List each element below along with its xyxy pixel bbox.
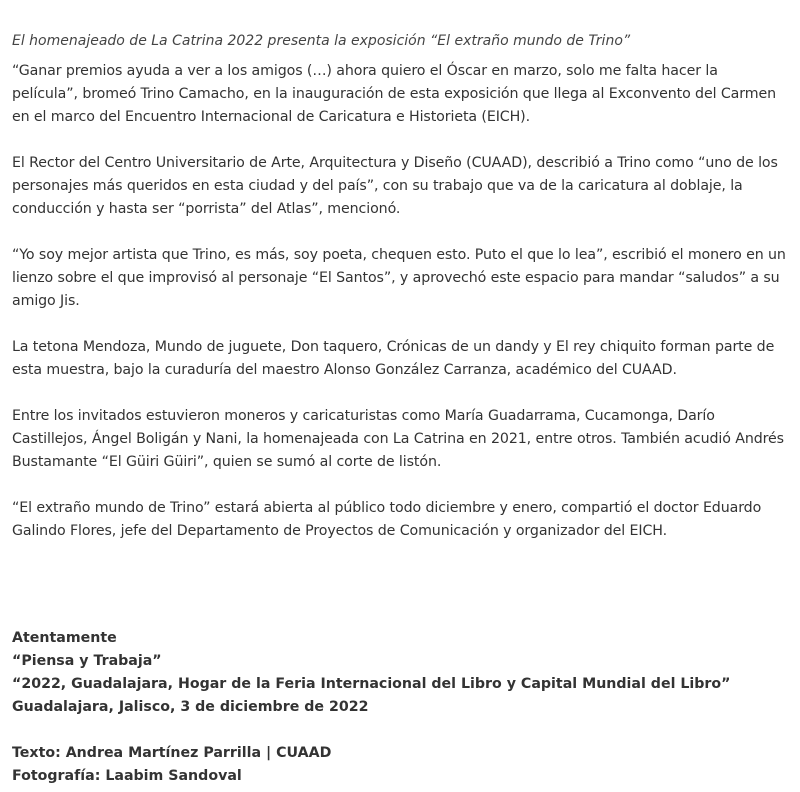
- article-paragraph: Entre los invitados estuvieron moneros y caricaturistas como María Guadarrama, Cucamonga, Darío Castillejos, Ángel Boligán y Nani, la homenajeada con La Catrina en 2021, entre otros. También acudió Andrés Bustamante “El Güiri Güiri”, quien se sumó al corte de listón.: [12, 408, 784, 470]
- article-paragraph: El Rector del Centro Universitario de Arte, Arquitectura y Diseño (CUAAD), describió a Trino como “uno de los personajes más queridos en esta ciudad y del país”, con su trabajo que va de la caricatura al doblaje, la conducción y hasta ser “porrista” del Atlas”, mencionó.: [12, 155, 778, 217]
- signature-place-date: Guadalajara, Jalisco, 3 de diciembre de 2022: [12, 699, 369, 715]
- article-paragraph: “Yo soy mejor artista que Trino, es más, soy poeta, chequen esto. Puto el que lo lea”, escribió el monero en un lienzo sobre el que improvisó al personaje “El Santos”, y aprovechó este espacio para mandar “saludos” a su amigo Jis.: [12, 247, 786, 309]
- article-paragraph: “Ganar premios ayuda a ver a los amigos (…) ahora quiero el Óscar en marzo, solo me falta hacer la película”, bromeó Trino Camacho, en la inauguración de esta exposición que llega al Exconvento del Carmen en el marco del Encuentro Internacional de Caricatura e Historieta (EICH).: [12, 63, 776, 125]
- article-paragraph: “El extraño mundo de Trino” estará abierta al público todo diciembre y enero, compartió el doctor Eduardo Galindo Flores, jefe del Departamento de Proyectos de Comunicación y organizador del EICH.: [12, 500, 762, 539]
- credits-block: [12, 742, 788, 788]
- article-lead: El homenajeado de La Catrina 2022 presenta la exposición “El extraño mundo de Trino”: [12, 33, 631, 49]
- article-paragraph: La tetona Mendoza, Mundo de juguete, Don taquero, Crónicas de un dandy y El rey chiquito forman parte de esta muestra, bajo la curaduría del maestro Alonso González Carranza, académico del CUAAD.: [12, 339, 775, 378]
- signature-block: [12, 627, 788, 719]
- signature-closing: Atentamente: [12, 630, 117, 646]
- signature-motto: “Piensa y Trabaja”: [12, 653, 162, 669]
- credit-photo: Fotografía: Laabim Sandoval: [12, 768, 242, 784]
- credit-text: Texto: Andrea Martínez Parrilla | CUAAD: [12, 745, 332, 761]
- signature-year-motto: “2022, Guadalajara, Hogar de la Feria Internacional del Libro y Capital Mundial del Libro”: [12, 676, 731, 692]
